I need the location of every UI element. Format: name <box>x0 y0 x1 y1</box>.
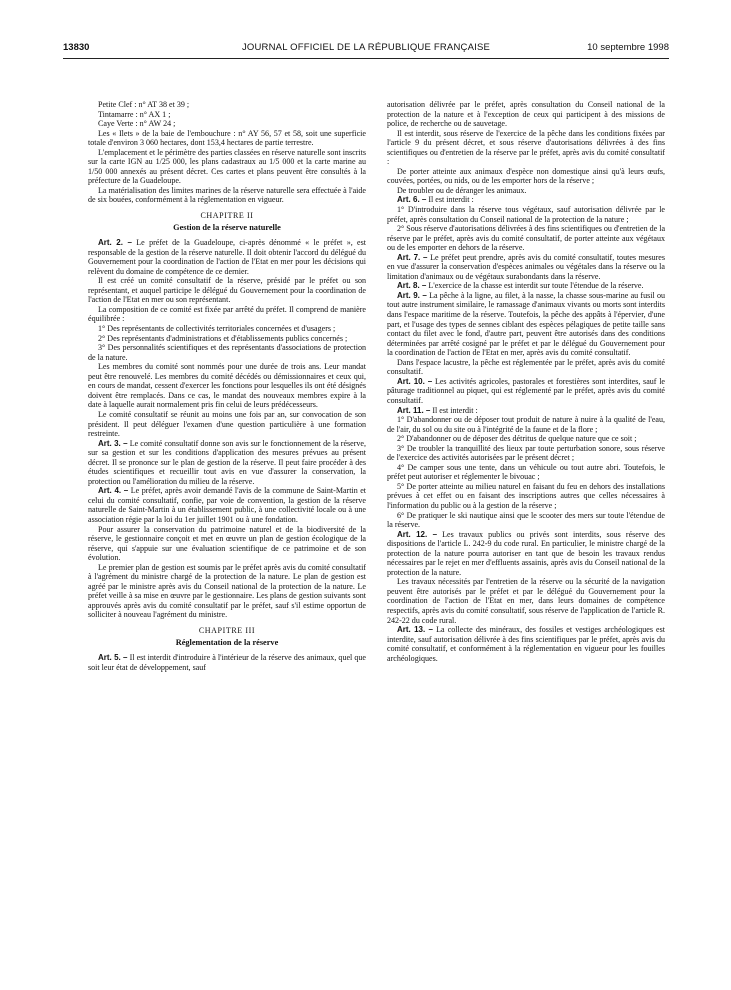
article-text: L'exercice de la chasse est interdit sur toute l'étendue de la réserve. <box>426 281 644 291</box>
paragraph: Il est interdit, sous réserve de l'exercice de la pêche dans les conditions fixées par l'article 9 du présent décret, et sous réserve d'autorisations délivrées à des fins scientifiques ou d'entretien de la réserve par le préfet, après avis du comité consultatif : <box>387 128 665 167</box>
article-13 <box>387 625 665 663</box>
article-label: Art. 11. – <box>397 405 431 415</box>
paragraph: 1° D'abandonner ou de déposer tout produit de nature à nuire à la qualité de l'eau, de l'air, du sol ou du site ou à l'intégrité de la faune et de la flore ; <box>387 415 665 434</box>
issue-date: 10 septembre 1998 <box>587 42 669 53</box>
article-12 <box>387 530 665 578</box>
paragraph: L'emplacement et le périmètre des parties classées en réserve naturelle sont inscrits sur la carte IGN au 1/25 000, les plans cadastraux au 1/5 000 et la carte marine au 1/50 000 annexés au présent décret. Ces cartes et plans peuvent être consultés à la préfecture de la Guadeloupe. <box>88 147 366 186</box>
paragraph: 2° Des représentants d'administrations et d'établissements publics concernés ; <box>98 333 348 343</box>
article-text: Le préfet peut prendre, après avis du comité consultatif, toutes mesures en vue d'assurer la conservation d'espèces animales ou végétales dans la réserve ou la limitation d'animaux ou de végétaux surabondants dans la réserve. <box>387 252 665 281</box>
paragraph: Les membres du comité sont nommés pour une durée de trois ans. Leur mandat peut être renouvelé. Les membres du comité décédés ou démissionnaires et ceux qui, en cours de mandat, cessent d'exercer les fonctions pour lesquelles ils ont été désignés doivent être remplacés. Dans ce cas, le mandat des nouveaux membres expire à la date à laquelle aurait normalement pris fin celui de leurs prédécesseurs. <box>88 362 366 410</box>
section-title: Réglementation de la réserve <box>175 637 279 647</box>
section-title: Gestion de la réserve naturelle <box>173 222 281 232</box>
paragraph: Les « Ilets » de la baie de l'embouchure : n° AY 56, 57 et 58, soit une superficie totale d'environ 3 060 hectares, dont 153,4 hectares de partie terrestre. <box>88 128 366 148</box>
right-column <box>387 100 665 663</box>
paragraph: 3° Des personnalités scientifiques et des représentants d'associations de protection de la nature. <box>88 343 366 362</box>
page-header <box>63 42 669 56</box>
article-9 <box>387 291 665 358</box>
paragraph: La composition de ce comité est fixée par arrêté du préfet. Il comprend de manière équilibrée : <box>88 304 366 324</box>
article-label: Art. 3. – <box>98 438 128 448</box>
article-text: Le comité consultatif donne son avis sur le fonctionnement de la réserve, sur sa gestion et sur les conditions d'application des mesures prévues au présent décret. Il se prononce sur le plan de gestion de la réserve. Il peut faire procéder à des études scientifiques et recueillir tout avis en vue d'assurer la conservation, la protection ou l'amélioration du milieu de la réserve. <box>88 438 367 486</box>
paragraph: Petite Clef : n° AT 38 et 39 ; <box>98 100 190 109</box>
paragraph: De porter atteinte aux animaux d'espèce non domestique ainsi qu'à leurs œufs, couvées, portées, ou nids, ou de les emporter hors de la réserve ; <box>387 166 665 186</box>
article-4 <box>88 486 366 524</box>
article-label: Art. 8. – <box>397 281 427 291</box>
left-column <box>88 100 366 672</box>
article-label: Art. 10. – <box>397 376 433 386</box>
article-label: Art. 6. – <box>397 195 427 205</box>
paragraph: Les travaux nécessités par l'entretien de la réserve ou la sécurité de la navigation peuvent être autorisés par le préfet et par le délégué du Gouvernement pour la coordination de l'action de l'Etat en mer, dans leurs domaines de compétence respectifs, après avis du comité consultatif, sous réserve de l'application de l'article R. 242-22 du code rural. <box>387 577 665 625</box>
paragraph: 2° D'abandonner ou de déposer des détritus de quelque nature que ce soit ; <box>397 434 637 444</box>
article-text: Le préfet, après avoir demandé l'avis de la commune de Saint-Martin et celui du comité consultatif, confie, par voie de convention, la gestion de la réserve naturelle de Saint-Martin à un établissement public, à une collectivité locale ou à une association régie par la loi du 1er juillet 1901 ou à une fondation. <box>88 486 367 524</box>
article-text: La collecte des minéraux, des fossiles et vestiges archéologiques est interdite, sauf autorisation délivrée à des fins scientifiques par le préfet, après avis du comité consultatif, et conformément à la réglementation en vigueur pour les fouilles archéologiques. <box>387 625 665 663</box>
article-label: Art. 12. – <box>397 529 438 539</box>
article-3 <box>88 439 366 487</box>
article-label: Art. 7. – <box>397 252 428 262</box>
paragraph: 1° Des représentants de collectivités territoriales concernées et d'usagers ; <box>98 324 336 334</box>
article-7 <box>387 253 665 282</box>
paragraph: autorisation délivrée par le préfet, après consultation du Conseil national de la protection de la nature et à l'exception de ceux qui participent à des missions de police, de recherche ou de sauvetage. <box>387 100 665 129</box>
journal-title: JOURNAL OFFICIEL DE LA RÉPUBLIQUE FRANÇAISE <box>241 42 491 53</box>
paragraph: Le comité consultatif se réunit au moins une fois par an, sur convocation de son président. Il peut déléguer l'examen d'une question particulière à une formation restreinte. <box>88 409 366 439</box>
page-number: 13830 <box>63 42 90 53</box>
article-text: Les activités agricoles, pastorales et forestières sont interdites, sauf le pâturage traditionnel au piquet, qui est réglementé par le préfet, après avis du comité consultatif. <box>387 376 665 405</box>
article-text: Il est interdit : <box>426 195 474 205</box>
chapter-heading: CHAPITRE II <box>200 211 254 221</box>
article-label: Art. 5. – <box>98 653 128 663</box>
paragraph: De troubler ou de déranger les animaux. <box>397 185 527 195</box>
article-text: Le préfet de la Guadeloupe, ci-après dénommé « le préfet », est responsable de la gestion de la réserve naturelle. Il doit obtenir l'accord du délégué du Gouvernement pour la coordination de l'action de l'Etat en mer pour les décisions qui relèvent du domaine de compétence de ce dernier. <box>88 238 367 276</box>
chapter-heading: CHAPITRE III <box>198 625 256 635</box>
article-text: Les travaux publics ou privés sont interdits, sous réserve des dispositions de l'article L. 242-9 du code rural. En particulier, le ministre chargé de la protection de la nature pourra autoriser en tant que de besoin les travaux rendus nécessaires par le rejet en mer d'effluents assainis, après avis du Conseil national de la protection de la nature. <box>387 529 665 577</box>
paragraph: 6° De pratiquer le ski nautique ainsi que le scooter des mers sur toute l'étendue de la réserve. <box>387 510 665 530</box>
paragraph: Dans l'espace lacustre, la pêche est réglementée par le préfet, après avis du comité consultatif. <box>387 357 665 377</box>
article-text: La pêche à la ligne, au filet, à la nasse, la chasse sous-marine au fusil ou tout autre instrument similaire, le ramassage d'animaux vivants ou morts sont interdits dans l'espace maritime de la réserve. Toutefois, la pêche des appâts à l'épervier, d'une part, et l'usage des types de sennes ciblant des espèces pélagiques de petite taille sans contact du filet avec le fond, d'autre part, peuvent être autorisés dans des conditions déterminées par arrêté cosigné par le préfet et par le délégué du Gouvernement pour la coordination de l'action de l'Etat en mer, après avis du comité consultatif. <box>387 290 666 358</box>
paragraph: Caye Verte : n° AW 24 ; <box>98 119 176 129</box>
article-label: Art. 2. – <box>98 238 132 248</box>
paragraph: 3° De troubler la tranquillité des lieux par toute perturbation sonore, sous réserve de l'exercice des activités autorisées par le présent décret ; <box>387 443 665 463</box>
paragraph: Il est créé un comité consultatif de la réserve, présidé par le préfet ou son représentant, et auquel participe le délégué du Gouvernement pour la coordination de l'action de l'Etat en mer ou son représentant. <box>88 276 366 305</box>
article-5 <box>88 653 366 672</box>
article-label: Art. 9. – <box>397 290 427 300</box>
paragraph: 4° De camper sous une tente, dans un véhicule ou tout autre abri. Toutefois, le préfet peut autoriser et réglementer le bivouac ; <box>387 462 665 482</box>
paragraph: Pour assurer la conservation du patrimoine naturel et de la biodiversité de la réserve, le gestionnaire conçoit et met en œuvre un plan de gestion écologique de la réserve, qui s'appuie sur une évaluation scientifique de ce patrimoine et de son évolution. <box>88 524 366 563</box>
article-2 <box>88 238 366 276</box>
paragraph: 5° De porter atteinte au milieu naturel en faisant du feu en dehors des installations prévues à cet effet ou en faisant des inscriptions autres que celles nécessaires à l'information du public ou à la gestion de la réserve ; <box>387 481 665 510</box>
article-text: Il est interdit d'introduire à l'intérieur de la réserve des animaux, quel que soit leur état de développement, sauf <box>88 653 366 672</box>
paragraph: Tintamarre : n° AX 1 ; <box>98 109 171 119</box>
paragraph: 2° Sous réserve d'autorisations délivrées à des fins scientifiques ou d'entretien de la réserve par le préfet, après avis du comité consultatif, de porter atteinte aux végétaux ou de les emporter en dehors de la réserve. <box>387 224 666 253</box>
article-10 <box>387 377 665 406</box>
article-8 <box>387 281 665 291</box>
article-label: Art. 4. – <box>98 486 129 496</box>
header-rule <box>63 58 669 59</box>
article-text: Il est interdit : <box>430 405 478 415</box>
article-11 <box>387 406 665 416</box>
paragraph: 1° D'introduire dans la réserve tous végétaux, sauf autorisation délivrée par le préfet, après consultation du Conseil national de la protection de la nature ; <box>387 205 665 224</box>
article-label: Art. 13. – <box>397 625 433 635</box>
article-6 <box>387 195 665 205</box>
paragraph: La matérialisation des limites marines de la réserve naturelle sera effectuée à l'aide de six bouées, conformément à la réglementation en vigueur. <box>88 185 366 205</box>
paragraph: Le premier plan de gestion est soumis par le préfet après avis du comité consultatif à l'agrément du ministre chargé de la protection de la nature. Le plan de gestion est agréé par le ministre après avis du Conseil national de la protection de la nature. Le préfet veille à sa mise en œuvre par le gestionnaire. Les plans de gestion suivants sont approuvés après avis du comité consultatif par le préfet, sauf s'il estime opportun de solliciter à nouveau l'agrément du ministre. <box>88 562 366 620</box>
